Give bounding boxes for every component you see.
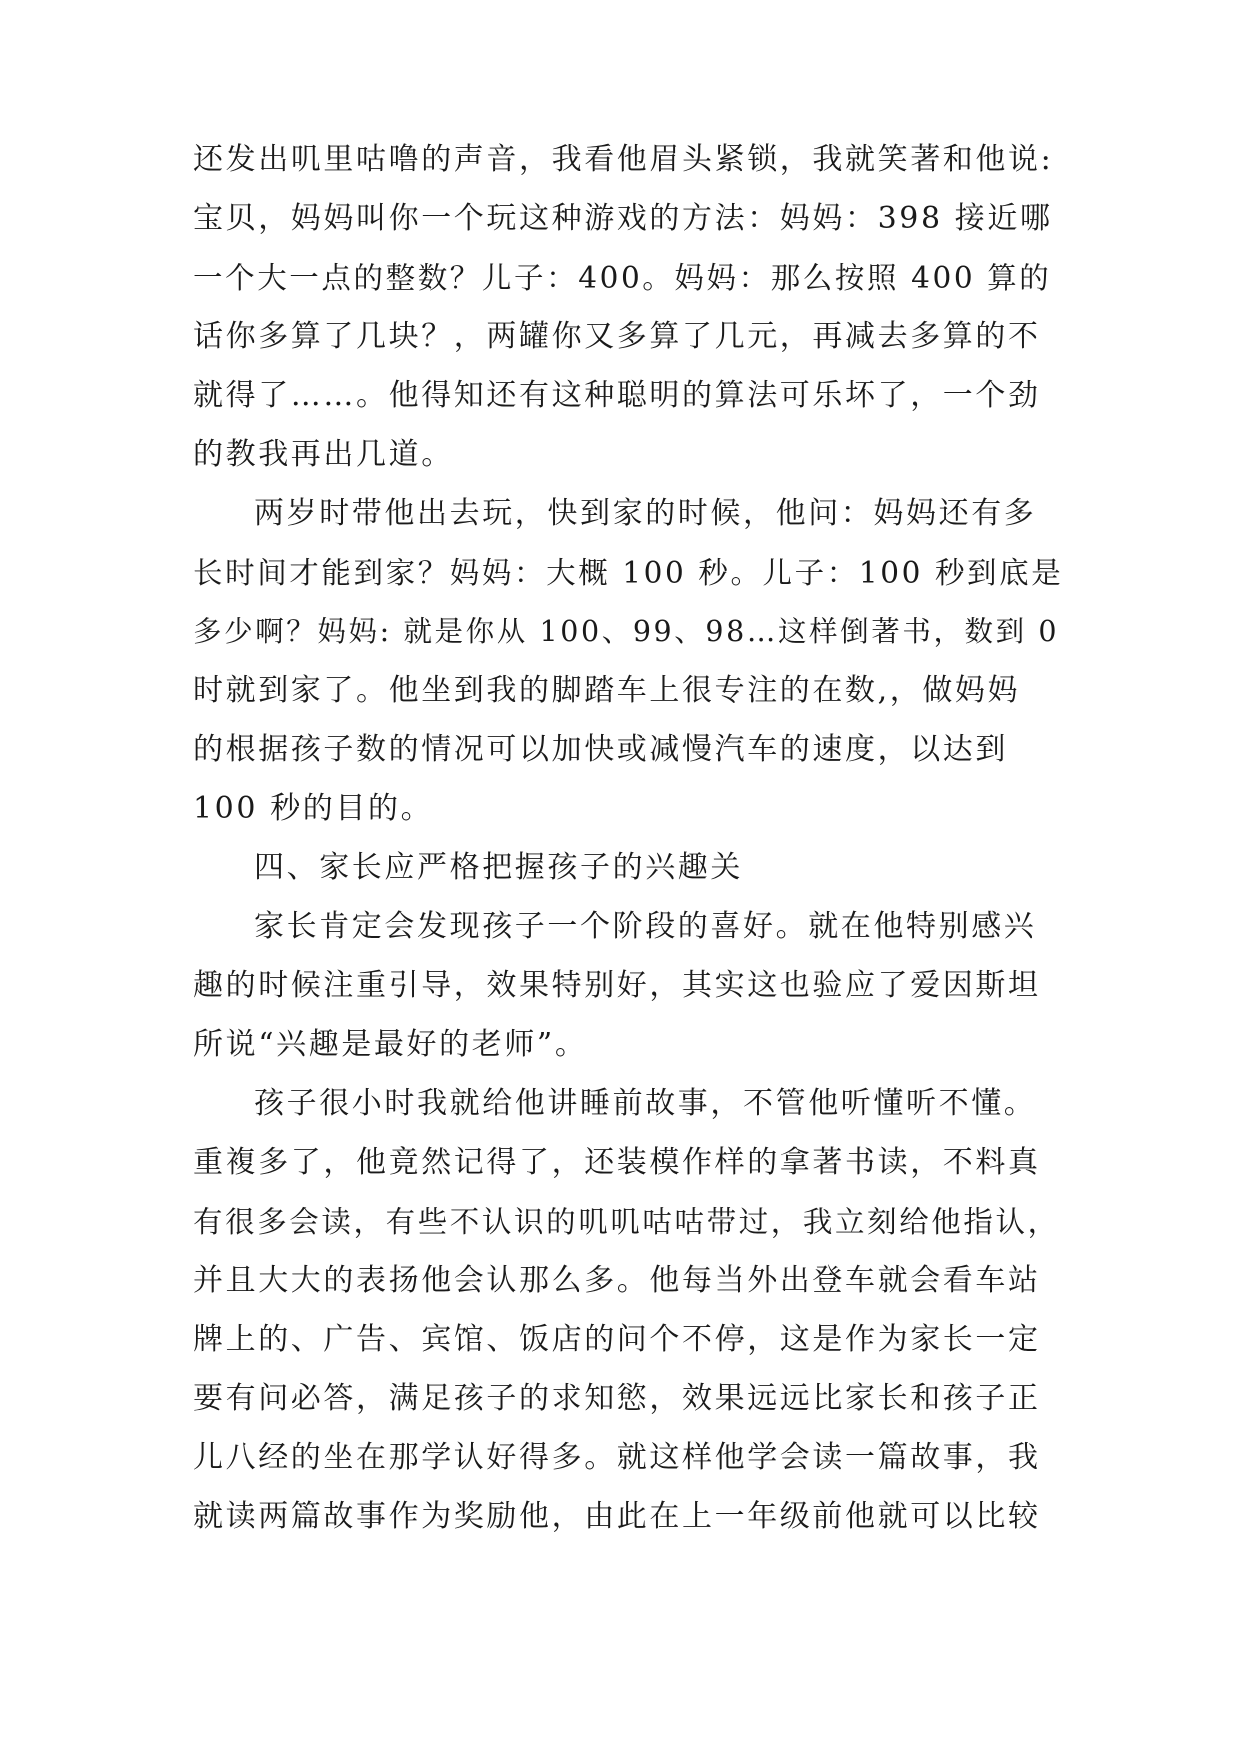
text-line: 还发出叽里咕噜的声音，我看他眉头紧锁，我就笑著和他说: [193,142,1054,177]
paragraph-first-line: 孩子很小时我就给他讲睡前故事，不管他听懂听不懂。 [254,1086,1037,1121]
text-line: 的根据孩子数的情况可以加快或减慢汽车的速度，以达到 [193,732,1008,767]
text-line: 一个大一点的整数？儿子：400。妈妈：那么按照 400 算的 [193,261,1052,295]
section-heading: 四、家长应严格把握孩子的兴趣关 [254,850,743,885]
text-line: 所说“兴趣是最好的老师”。 [193,1027,588,1062]
text-line: 趣的时候注重引导，效果特别好，其实这也验应了爱因斯坦 [193,968,1041,1003]
text-line: 重複多了，他竟然记得了，还装模作样的拿著书读，不料真 [193,1145,1041,1180]
paragraph-first-line: 家长肯定会发现孩子一个阶段的喜好。就在他特别感兴 [254,909,1037,944]
text-line: 的教我再出几道。 [193,437,454,472]
text-line: 有很多会读，有些不认识的叽叽咕咕带过，我立刻给他指认， [193,1205,1060,1239]
paragraph-first-line: 两岁时带他出去玩，快到家的时候，他问：妈妈还有多 [254,496,1037,531]
text-line: 多少啊？妈妈: 就是你从 100、99、98…这样倒著书，数到 0 [193,615,1060,648]
text-line: 要有问必答，满足孩子的求知慾，效果远远比家长和孩子正 [193,1381,1041,1416]
text-line: 宝贝，妈妈叫你一个玩这种游戏的方法：妈妈：398 接近哪 [193,201,1053,236]
text-line: 儿八经的坐在那学认好得多。就这样他学会读一篇故事，我 [193,1440,1041,1475]
text-line: 并且大大的表扬他会认那么多。他每当外出登车就会看车站 [193,1263,1041,1298]
text-line: 牌上的、广告、宾馆、饭店的问个不停，这是作为家长一定 [193,1322,1041,1357]
text-line: 就得了……。他得知还有这种聪明的算法可乐坏了，一个劲 [193,378,1041,413]
text-line: 就读两篇故事作为奖励他，由此在上一年级前他就可以比较 [193,1499,1041,1534]
text-line: 话你多算了几块？，两罐你又多算了几元，再减去多算的不 [193,319,1041,354]
text-line: 时就到家了。他坐到我的脚踏车上很专注的在数,，做妈妈 [193,673,1021,708]
text-line: 长时间才能到家？妈妈：大概 100 秒。儿子：100 秒到底是 [193,556,1064,590]
text-line: 100 秒的目的。 [193,791,434,826]
